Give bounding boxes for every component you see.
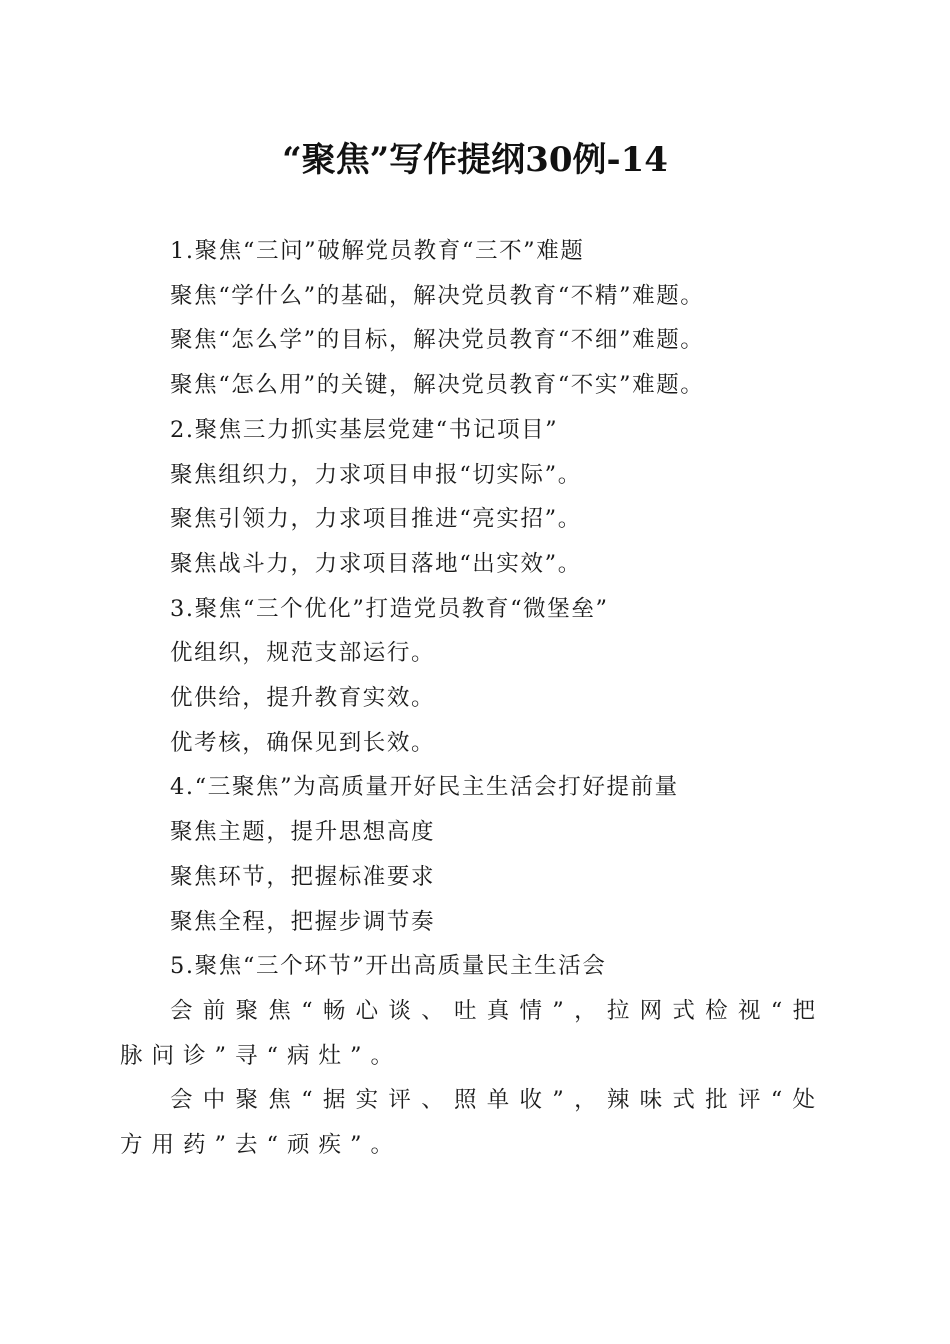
body-line: 优考核，确保见到长效。: [170, 729, 436, 756]
body-line: 聚焦“学什么”的基础，解决党员教育“不精”难题。: [170, 282, 705, 309]
body-paragraph: 会中聚焦“据实评、照单收”，辣味式批评“处方用药”去“顽疾”。: [120, 1087, 824, 1159]
body-paragraph: 会前聚焦“畅心谈、吐真情”，拉网式检视“把脉问诊”寻“病灶”。: [120, 997, 824, 1069]
body-line: 聚焦引领力，力求项目推进“亮实招”。: [170, 506, 582, 533]
heading-item-5: 5.聚焦“三个环节”开出高质量民主生活会: [170, 953, 607, 980]
body-line: 聚焦“怎么学”的目标，解决党员教育“不细”难题。: [170, 327, 705, 354]
heading-item-3: 3.聚焦“三个优化”打造党员教育“微堡垒”: [170, 595, 609, 622]
body-line: 优组织，规范支部运行。: [170, 640, 436, 667]
body-line: 聚焦组织力，力求项目申报“切实际”。: [170, 461, 582, 488]
body-line: 聚焦主题，提升思想高度: [170, 819, 436, 846]
body-line: 聚焦战斗力，力求项目落地“出实效”。: [170, 550, 582, 577]
body-line: 聚焦全程，把握步调节奏: [170, 908, 436, 935]
body-line: 优供给，提升教育实效。: [170, 685, 436, 712]
page-title: “聚焦”写作提纲30例-14: [282, 140, 668, 180]
body-line: 聚焦环节，把握标准要求: [170, 863, 436, 890]
document-body: [120, 229, 824, 1168]
heading-item-1: 1.聚焦“三问”破解党员教育“三不”难题: [170, 238, 585, 264]
body-line: 聚焦“怎么用”的关键，解决党员教育“不实”难题。: [170, 372, 705, 399]
heading-item-2: 2.聚焦三力抓实基层党建“书记项目”: [170, 416, 559, 443]
heading-item-4: 4.“三聚焦”为高质量开好民主生活会打好提前量: [170, 774, 679, 801]
